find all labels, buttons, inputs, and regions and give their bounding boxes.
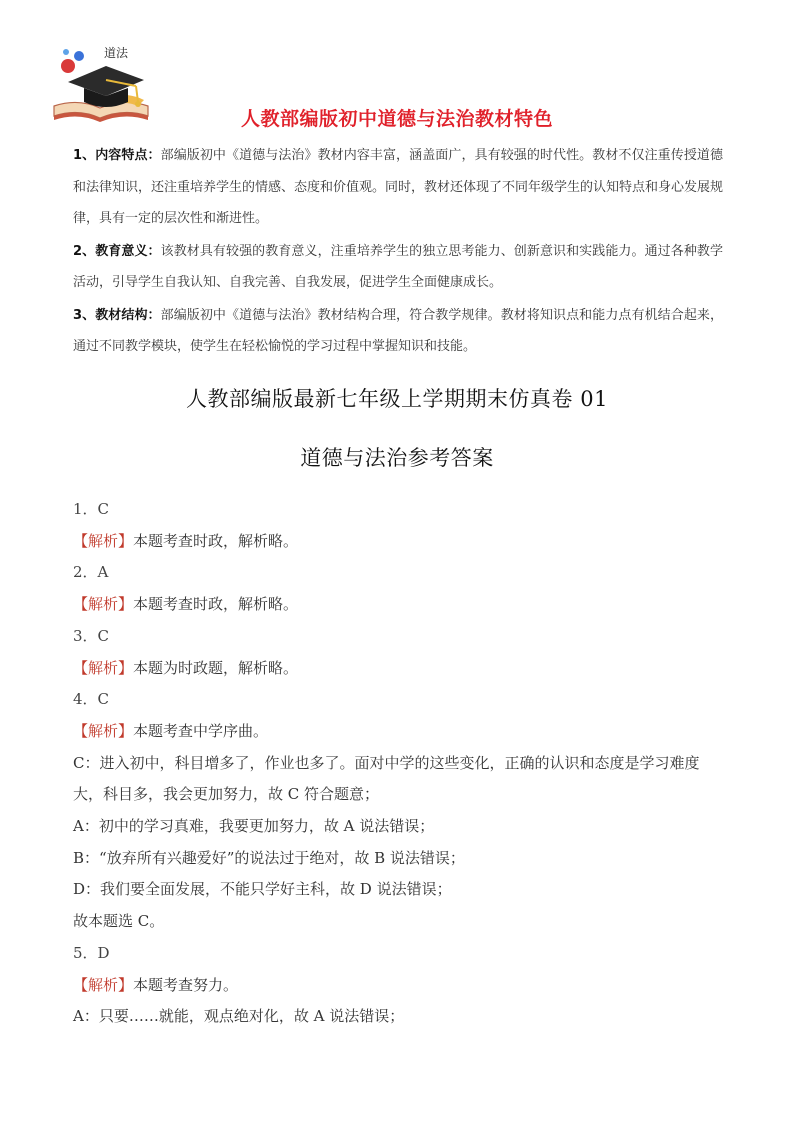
exam-subtitle: 道德与法治参考答案 <box>300 446 494 470</box>
intro-section <box>73 140 723 364</box>
intro-paragraph <box>73 140 723 235</box>
answer-analysis-line: 故本题选 C。 <box>73 912 165 931</box>
answer-number: 5．D <box>73 943 110 962</box>
intro-lead: 2、教育意义： <box>73 243 161 259</box>
intro-text: 部编版初中《道德与法治》教材结构合理，符合教学规律。教材将知识点和能力点有机结合起来，通过不同教学模块，使学生在轻松愉悦的学习过程中掌握知识和技能。 <box>73 307 723 354</box>
answer-number: 4．C <box>73 690 110 709</box>
explanation-text: 本题考查时政，解析略。 <box>133 531 299 550</box>
intro-lead: 3、教材结构： <box>73 307 161 323</box>
answer-explanation <box>73 526 728 558</box>
answer-analysis-line: B：“放弃所有兴趣爱好”的说法过于绝对，故 B 说法错误； <box>73 848 465 867</box>
answer-explanation <box>73 970 728 1002</box>
intro-paragraph <box>73 300 723 363</box>
explanation-tag: 【解析】 <box>73 721 134 740</box>
intro-paragraph <box>73 236 723 299</box>
explanation-text: 本题考查中学序曲。 <box>133 721 269 740</box>
intro-text: 部编版初中《道德与法治》教材内容丰富，涵盖面广，具有较强的时代性。教材不仅注重传授道德和法律知识，还注重培养学生的情感、态度和价值观。同时，教材还体现了不同年级学生的认知特点和身心发展规律，具有一定的层次性和渐进性。 <box>73 148 724 226</box>
explanation-text: 本题考查努力。 <box>133 975 239 994</box>
explanation-tag: 【解析】 <box>73 658 134 677</box>
answer-number: 3．C <box>73 626 110 645</box>
logo-label: 道法 <box>104 46 129 60</box>
intro-text: 该教材具有较强的教育意义，注重培养学生的独立思考能力、创新意识和实践能力。通过各种教学活动，引导学生自我认知、自我完善、自我发展，促进学生全面健康成长。 <box>73 243 723 290</box>
explanation-text: 本题为时政题，解析略。 <box>133 658 299 677</box>
explanation-tag: 【解析】 <box>73 531 134 550</box>
answer-number: 2．A <box>73 563 109 582</box>
answer-number: 1．C <box>73 500 110 518</box>
answer-explanation <box>73 653 728 685</box>
answer-list <box>73 494 728 1033</box>
answer-analysis-line: C：进入初中，科目增多了，作业也多了。面对中学的这些变化，正确的认识和态度是学习难度大，科目多，我会更加努力，故 C 符合题意； <box>73 753 700 804</box>
page-title: 人教部编版初中道德与法治教材特色 <box>240 108 553 130</box>
exam-title: 人教部编版最新七年级上学期期末仿真卷 01 <box>186 387 608 411</box>
explanation-text: 本题考查时政，解析略。 <box>133 595 299 614</box>
answer-analysis-line: A：只要……就能，观点绝对化，故 A 说法错误； <box>73 1007 405 1026</box>
explanation-tag: 【解析】 <box>73 595 134 614</box>
explanation-tag: 【解析】 <box>73 975 134 994</box>
answer-analysis-line: A：初中的学习真难，我要更加努力，故 A 说法错误； <box>73 817 435 836</box>
answer-analysis-line: D：我们要全面发展，不能只学好主科，故 D 说法错误； <box>73 880 452 899</box>
answer-explanation <box>73 716 728 748</box>
intro-lead: 1、内容特点： <box>73 148 161 163</box>
answer-explanation <box>73 589 728 621</box>
